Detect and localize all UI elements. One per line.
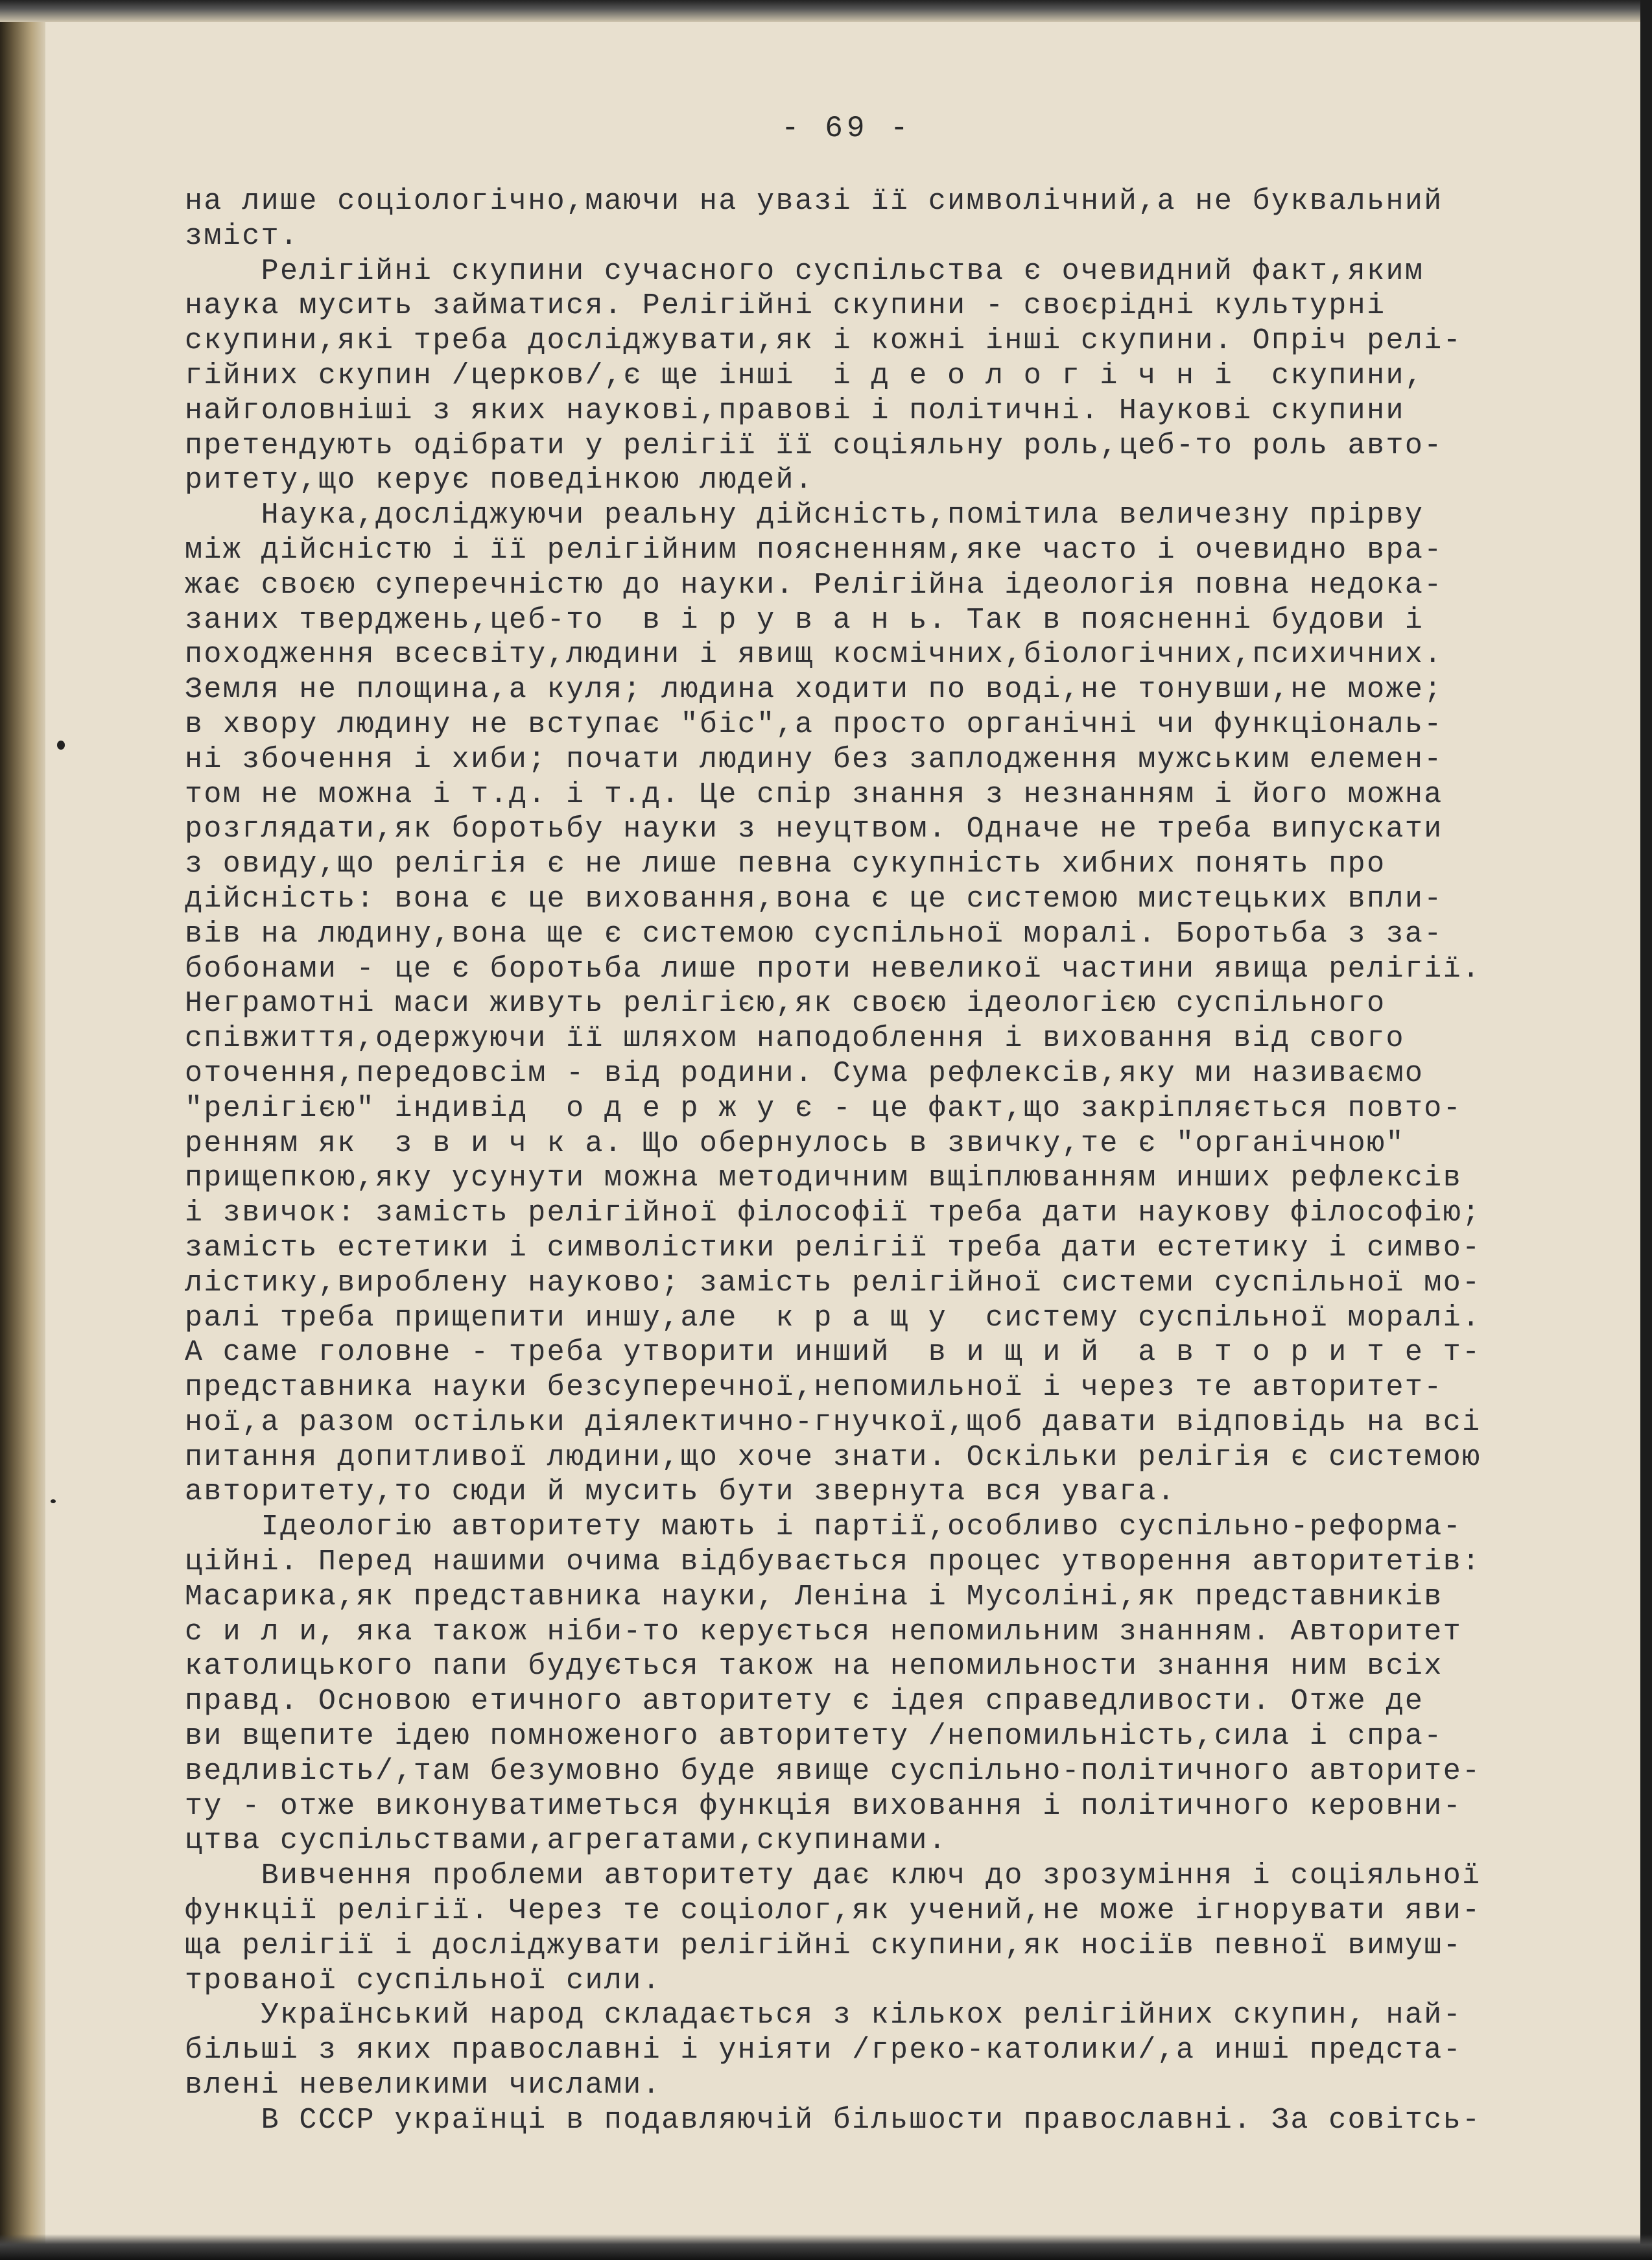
text-line: Неграмотні маси живуть релігією,як своєю ідеологією суспільного [185, 987, 1386, 1021]
text-line: В СССР українці в подавляючій більшости православні. За совітсь- [185, 2103, 1481, 2137]
page-top-shadow [0, 0, 1652, 22]
text-line: в хвору людину не вступає "біс",а просто органічні чи функціональ- [185, 708, 1443, 741]
text-line: Вивчення проблеми авторитету дає ключ до зрозуміння і соціяльної [185, 1859, 1481, 1893]
text-line: ційні. Перед нашими очима відбувається процес утворення авторитетів: [185, 1545, 1481, 1579]
text-line: Наука,досліджуючи реальну дійсність,помітила величезну прірву [185, 499, 1424, 532]
text-line: Релігійні скупини сучасного суспільства є очевидний факт,яким [185, 254, 1424, 288]
text-line: ту - отже виконуватиметься функція виховання і політичного керовни- [185, 1789, 1463, 1823]
text-line: замість естетики і символістики релігії треба дати естетику і симво- [185, 1231, 1481, 1265]
speck [57, 741, 65, 750]
text-line: ща релігії і досліджувати релігійні скупини,як носіїв певної вимуш- [185, 1929, 1463, 1962]
text-line: на лише соціологічно,маючи на увазі її символічний,а не буквальний [185, 185, 1443, 218]
text-line: ної,а разом остільки діялектично-гнучкої,щоб давати відповідь на всі [185, 1405, 1481, 1439]
text-line: і звичок: замість релігійної філософії треба дати наукову філософію; [185, 1196, 1481, 1230]
text-line: том не можна і т.д. і т.д. Це спір знання з незнанням і його можна [185, 778, 1443, 811]
text-line: ренням як з в и ч к а. Що обернулось в звичку,те є "органічною" [185, 1126, 1405, 1160]
text-line: зміст. [185, 219, 300, 253]
text-line: бобонами - це є боротьба лише проти невеликої частини явища релігії. [185, 952, 1481, 986]
text-line: з овиду,що релігія є не лише певна сукупність хибних понять про [185, 848, 1386, 881]
text-line: претендують одібрати у релігії її соціяльну роль,цеб-то роль авто- [185, 429, 1443, 462]
text-line: оточення,передовсім - від родини. Сума рефлексів,яку ми називаємо [185, 1056, 1424, 1090]
text-line: вів на людину,вона ще є системою суспільної моралі. Боротьба з за- [185, 917, 1443, 951]
text-line: ви вщепите ідею помноженого авторитету /непомильність,сила і спра- [185, 1720, 1443, 1754]
text-line: ралі треба прищепити иншу,але к р а щ у систему суспільної моралі. [185, 1301, 1481, 1335]
text-line: цтва суспільствами,агрегатами,скупинами. [185, 1824, 948, 1858]
text-line: Ідеологію авторитету мають і партії,особливо суспільно-реформа- [185, 1510, 1463, 1544]
text-line: католицького папи будується також на непомильности знання ним всіх [185, 1650, 1443, 1683]
text-line: трованої суспільної сили. [185, 1964, 662, 1997]
text-line: найголовніші з яких наукові,правові і політичні. Наукові скупини [185, 394, 1405, 427]
text-line: між дійсністю і її релігійним поясненням,яке часто і очевидно вра- [185, 533, 1443, 567]
page-right-shadow [1640, 0, 1652, 2260]
text-line: питання допитливої людини,що хоче знати. Оскільки релігія є системою [185, 1440, 1481, 1474]
text-line: "релігією" індивід о д е р ж у є - це факт,що закріпляється повто- [185, 1091, 1463, 1125]
text-line: с и л и, яка також ніби-то керується непомильним знанням. Авторитет [185, 1615, 1463, 1648]
text-line: ритету,що керує поведінкою людей. [185, 464, 814, 497]
text-line: Земля не площина,а куля; людина ходити по воді,не тонувши,не може; [185, 673, 1443, 707]
page-number: - 69 - [781, 112, 912, 145]
page-bottom-shadow [0, 2234, 1652, 2260]
text-line: скупини,які треба досліджувати,як і кожні інші скупини. Опріч релі- [185, 324, 1463, 358]
text-line: Масарика,як представника науки, Леніна і Мусоліні,як представників [185, 1580, 1443, 1613]
text-line: наука мусить займатися. Релігійні скупини - своєрідні культурні [185, 289, 1386, 323]
text-line: гійних скупин /церков/,є ще інші і д е о л о г і ч н і скупини, [185, 359, 1424, 392]
text-line: А саме головне - треба утворити инший в и щ и й а в т о р и т е т- [185, 1336, 1481, 1370]
text-line: розглядати,як боротьбу науки з неуцтвом. Одначе не треба випускати [185, 813, 1443, 846]
text-line: правд. Основою етичного авторитету є ідея справедливости. Отже де [185, 1685, 1424, 1719]
text-line: ні збочення і хиби; почати людину без заплодження мужським елемен- [185, 743, 1443, 776]
text-line: дійсність: вона є це виховання,вона є це системою мистецьких впли- [185, 882, 1443, 916]
speck [51, 1499, 56, 1503]
body-text [185, 184, 1507, 2138]
text-line: прищепкою,яку усунути можна методичним вщіплюванням инших рефлексів [185, 1161, 1463, 1195]
text-line: співжиття,одержуючи її шляхом наподоблення і виховання від свого [185, 1022, 1405, 1056]
text-line: представника науки безсуперечної,непомильної і через те авторитет- [185, 1371, 1443, 1405]
text-line: функції релігії. Через те соціолог,як учений,не може ігнорувати яви- [185, 1894, 1481, 1928]
text-line: походження всесвіту,людини і явищ космічних,біологічних,психичних. [185, 638, 1443, 672]
text-line: Український народ складається з кількох релігійних скупин, най- [185, 1999, 1463, 2032]
text-line: жає своєю суперечністю до науки. Релігійна ідеологія повна недока- [185, 568, 1443, 602]
book-binding-edge [0, 0, 45, 2260]
text-line: авторитету,то сюди й мусить бути звернута вся увага. [185, 1475, 1177, 1509]
text-line: заних тверджень,цеб-то в і р у в а н ь. Так в поясненні будови і [185, 603, 1424, 637]
text-line: ведливість/,там безумовно буде явище суспільно-політичного авторите- [185, 1754, 1481, 1788]
text-line: влені невеликими числами. [185, 2069, 662, 2102]
text-line: більші з яких православні і уніяти /греко-католики/,а инші предста- [185, 2034, 1463, 2067]
text-line: лістику,вироблену науково; замість релігійної системи суспільної мо- [185, 1266, 1481, 1300]
